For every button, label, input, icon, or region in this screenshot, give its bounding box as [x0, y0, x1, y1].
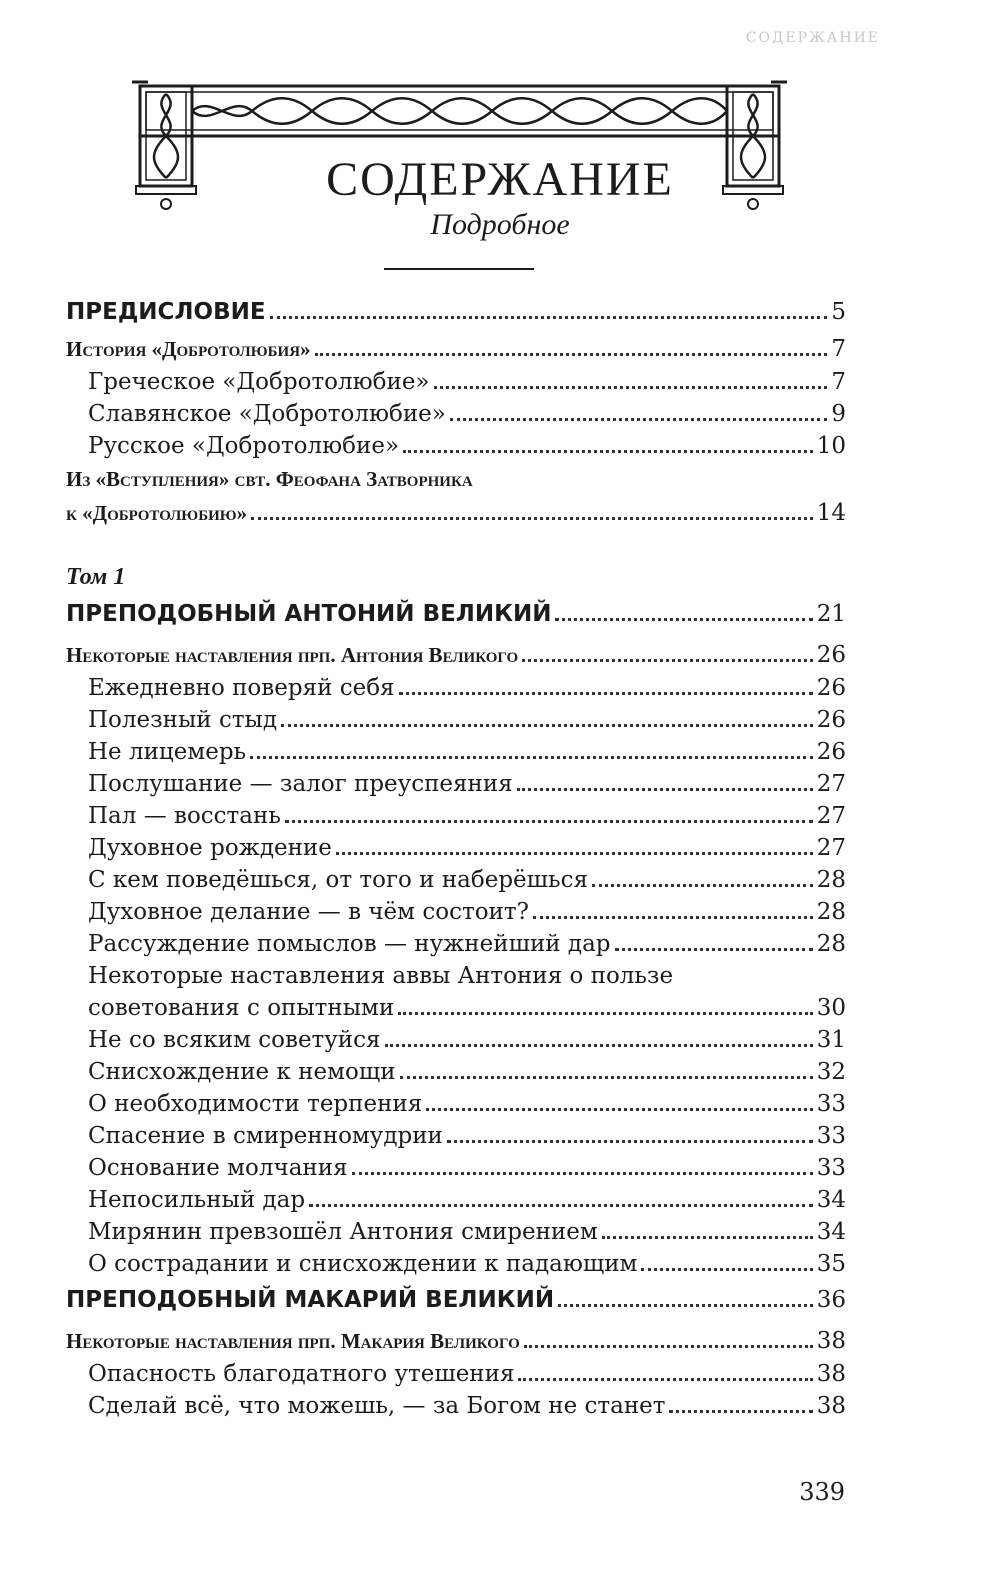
toc-entry[interactable] [66, 398, 846, 430]
toc-entry-label: Послушание — залог преуспеяния [88, 771, 513, 797]
toc-entry-label: С кем поведёшься, от того и наберёшься [88, 867, 588, 893]
dot-leader [615, 948, 813, 951]
toc-entry-label: О сострадании и снисхождении к падающим [88, 1251, 638, 1277]
toc-entry-page: 35 [816, 1251, 846, 1277]
toc-entry-counsel[interactable] [66, 992, 846, 1024]
toc-entry-preface[interactable] [66, 292, 846, 332]
toc-entry-label: Русское «Добротолюбие» [88, 433, 400, 459]
toc-entry-label: Рассуждение помыслов — нужнейший дар [88, 931, 611, 957]
toc-entry-antony-section[interactable] [66, 638, 846, 672]
toc-entry-counsel-line1[interactable]: Некоторые наставления аввы Антония о пользе [88, 963, 674, 989]
toc-entry[interactable] [66, 1358, 846, 1390]
toc-entry-page: 27 [816, 835, 846, 861]
toc-entry-label: Мирянин превзошёл Антония смирением [88, 1219, 598, 1245]
toc-entry[interactable] [66, 672, 846, 704]
toc-entry-page: 7 [831, 336, 846, 362]
toc-entry-label: Духовное делание — в чём состоит? [88, 899, 529, 925]
dot-leader [352, 1172, 813, 1175]
page-number: 339 [799, 1478, 845, 1506]
toc-entry[interactable] [66, 1024, 846, 1056]
toc-entry-page: 28 [816, 899, 846, 925]
toc-entry-page: 33 [816, 1123, 846, 1149]
toc-entry[interactable] [66, 832, 846, 864]
toc-entry[interactable] [66, 736, 846, 768]
toc-entry-page: 38 [816, 1328, 846, 1354]
toc-entry[interactable] [66, 1120, 846, 1152]
toc-entry-label: Некоторые наставления прп. Антония Великого [66, 643, 519, 667]
running-head: СОДЕРЖАНИЕ [745, 30, 880, 46]
toc-entry-page: 38 [816, 1393, 846, 1419]
toc-entry-page: 33 [816, 1155, 846, 1181]
toc-entry-label: Не со всяким советуйся [88, 1027, 381, 1053]
dot-leader [336, 852, 813, 855]
dot-leader [450, 418, 828, 421]
toc-entry-label: Сделай всё, что можешь, — за Богом не станет [88, 1393, 666, 1419]
toc-entry-label: Полезный стыд [88, 707, 278, 733]
dot-leader [250, 756, 813, 759]
toc-entry-page: 32 [816, 1059, 846, 1085]
toc-entry[interactable] [66, 704, 846, 736]
dot-leader [518, 1378, 812, 1381]
toc-entry-page: 28 [816, 867, 846, 893]
toc-entry[interactable] [66, 1184, 846, 1216]
dot-leader [524, 1345, 813, 1348]
title-divider [384, 268, 534, 270]
toc-entry-macarius[interactable] [66, 1280, 846, 1320]
toc-entry-label: Снисхождение к немощи [88, 1059, 396, 1085]
toc-entry-page: 26 [816, 707, 846, 733]
toc-entry-page: 5 [831, 299, 846, 325]
toc-entry-page: 30 [816, 995, 846, 1021]
toc-entry-label: Некоторые наставления прп. Макария Великого [66, 1329, 520, 1353]
toc-entry[interactable] [66, 1216, 846, 1248]
toc-entry-page: 27 [816, 771, 846, 797]
toc-entry[interactable] [66, 1056, 846, 1088]
toc-entry-page: 10 [816, 433, 846, 459]
dot-leader [434, 386, 828, 389]
dot-leader [309, 1204, 813, 1207]
dot-leader [517, 788, 813, 791]
toc-entry-page: 27 [816, 803, 846, 829]
table-of-contents [66, 292, 846, 1422]
toc-entry-label: Ежедневно поверяй себя [88, 675, 395, 701]
toc-entry-macarius-section[interactable] [66, 1324, 846, 1358]
toc-entry-page: 26 [816, 642, 846, 668]
dot-leader [315, 353, 828, 356]
toc-entry[interactable] [66, 1248, 846, 1280]
dot-leader [285, 820, 813, 823]
dot-leader [669, 1410, 812, 1413]
toc-entry-page: 9 [831, 401, 846, 427]
toc-entry[interactable] [66, 928, 846, 960]
toc-entry-page: 7 [831, 369, 846, 395]
toc-entry-intro-line1[interactable]: Из «Вступления» свт. Феофана Затворника [66, 467, 473, 491]
toc-entry-label: Духовное рождение [88, 835, 332, 861]
toc-entry-page: 36 [816, 1287, 846, 1313]
toc-entry-label: советования с опытными [88, 995, 395, 1021]
toc-entry-label: ПРЕПОДОБНЫЙ МАКАРИЙ ВЕЛИКИЙ [66, 1287, 555, 1313]
dot-leader [403, 450, 813, 453]
volume-label: Том 1 [66, 564, 126, 590]
toc-entry[interactable] [66, 366, 846, 398]
toc-entry-page: 34 [816, 1187, 846, 1213]
toc-entry[interactable] [66, 800, 846, 832]
toc-entry[interactable] [66, 1088, 846, 1120]
toc-entry-label: ПРЕДИСЛОВИЕ [66, 299, 266, 325]
toc-entry-label: История «Добротолюбия» [66, 337, 311, 361]
dot-leader [533, 916, 813, 919]
toc-entry-label: Пал — восстань [88, 803, 281, 829]
toc-entry-intro[interactable] [66, 496, 846, 530]
toc-entry[interactable] [66, 430, 846, 462]
toc-entry-page: 38 [816, 1361, 846, 1387]
toc-entry[interactable] [66, 896, 846, 928]
dot-leader [385, 1044, 813, 1047]
toc-entry-label: Непосильный дар [88, 1187, 306, 1213]
toc-entry-page: 31 [816, 1027, 846, 1053]
dot-leader [592, 884, 813, 887]
toc-entry-label: Основание молчания [88, 1155, 348, 1181]
dot-leader [270, 316, 828, 319]
toc-entry-history[interactable] [66, 332, 846, 366]
toc-entry[interactable] [66, 1390, 846, 1422]
dot-leader [400, 1076, 813, 1079]
toc-entry-label: Опасность благодатного утешения [88, 1361, 515, 1387]
toc-entry-label: О необходимости терпения [88, 1091, 423, 1117]
toc-entry-page: 28 [816, 931, 846, 957]
toc-entry-page: 26 [816, 739, 846, 765]
toc-entry-page: 33 [816, 1091, 846, 1117]
toc-entry-label: ПРЕПОДОБНЫЙ АНТОНИЙ ВЕЛИКИЙ [66, 601, 552, 627]
toc-entry[interactable] [66, 1152, 846, 1184]
toc-entry[interactable] [66, 768, 846, 800]
toc-entry-page: 14 [816, 500, 846, 526]
dot-leader [558, 1304, 813, 1307]
toc-entry-label: к «Добротолюбию» [66, 501, 248, 525]
toc-entry-label: Не лицемерь [88, 739, 247, 765]
toc-entry-label: Спасение в смиренномудрии [88, 1123, 443, 1149]
page-title: СОДЕРЖАНИЕ [326, 153, 674, 206]
dot-leader [522, 659, 812, 662]
dot-leader [398, 1012, 812, 1015]
toc-entry-page: 21 [816, 601, 846, 627]
toc-entry-page: 26 [816, 675, 846, 701]
dot-leader [602, 1236, 813, 1239]
toc-entry-page: 34 [816, 1219, 846, 1245]
dot-leader [447, 1140, 813, 1143]
dot-leader [555, 618, 812, 621]
dot-leader [251, 517, 813, 520]
dot-leader [641, 1268, 812, 1271]
toc-entry[interactable] [66, 864, 846, 896]
toc-entry-antony[interactable] [66, 594, 846, 634]
toc-entry-label: Славянское «Добротолюбие» [88, 401, 446, 427]
toc-entry-label: Греческое «Добротолюбие» [88, 369, 430, 395]
dot-leader [426, 1108, 812, 1111]
page-subtitle: Подробное [430, 208, 570, 241]
dot-leader [281, 724, 813, 727]
dot-leader [399, 692, 813, 695]
